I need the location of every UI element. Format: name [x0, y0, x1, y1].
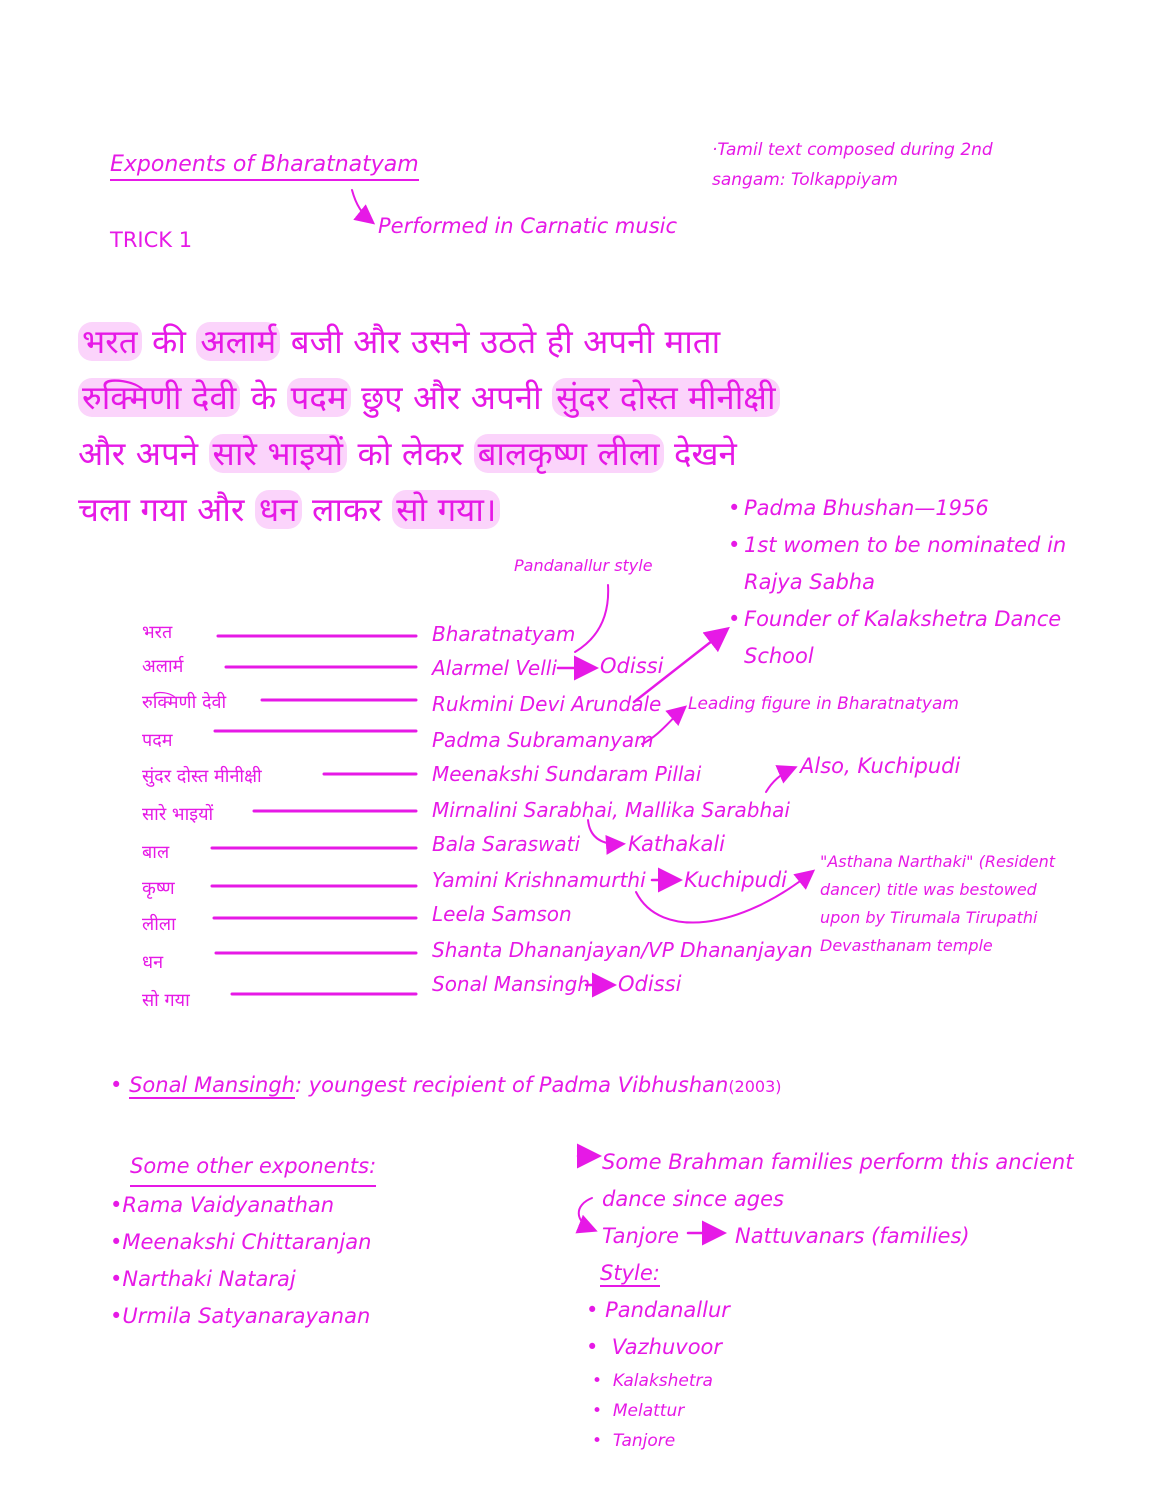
pandanallur-note: Pandanallur style: [514, 556, 653, 575]
list-item: [110, 1187, 376, 1224]
mnemonic-text: चला गया और: [78, 490, 255, 529]
map-hindi: लीला: [142, 914, 176, 935]
list-item-label: Narthaki Nataraj: [122, 1267, 296, 1291]
map-hindi: रुक्मिणी देवी: [142, 692, 227, 713]
list-item: [110, 1224, 376, 1261]
map-english: Rukmini Devi Arundale: [432, 692, 662, 716]
sonal-name: Sonal Mansingh: [129, 1073, 295, 1097]
list-item: [578, 1292, 1073, 1329]
map-hindi: कृष्ण: [142, 878, 175, 899]
mnemonic-text: लाकर: [301, 490, 393, 529]
map-hindi: धन: [142, 952, 164, 973]
map-english: Sonal Mansingh: [432, 972, 590, 996]
families-line: dance since ages: [602, 1187, 784, 1211]
highlight-word: बालकृष्ण लीला: [474, 434, 664, 473]
bullet-icon: •: [110, 1193, 123, 1217]
map-english: Mirnalini Sarabhai, Mallika Sarabhai: [432, 798, 790, 822]
bullet-icon: •: [592, 1401, 613, 1421]
kuchipudi-label: Kuchipudi: [684, 868, 788, 892]
list-item-label: Meenakshi Chittaranjan: [122, 1230, 372, 1254]
map-english: Meenakshi Sundaram Pillai: [432, 762, 702, 786]
families-line: Some Brahman families perform this ancient: [602, 1150, 1074, 1174]
families-section: [578, 1144, 1073, 1456]
mnemonic-text: देखने: [663, 434, 737, 473]
map-hindi: सुंदर दोस्त मीनीक्षी: [142, 766, 262, 787]
map-hindi: अलार्म: [142, 656, 184, 677]
bullet-icon: •: [110, 1230, 123, 1254]
trick-label: TRICK 1: [110, 228, 193, 252]
list-item: [578, 1366, 1073, 1396]
map-english: Bala Saraswati: [432, 832, 581, 856]
highlight-word: सुंदर दोस्त मीनीक्षी: [552, 378, 779, 417]
fact-item: • Padma Bhushan—1956: [728, 490, 1148, 527]
list-item: [578, 1396, 1073, 1426]
leading-figure-note: Leading figure in Bharatnatyam: [688, 694, 959, 714]
map-hindi: बाल: [142, 842, 170, 863]
list-item: [110, 1261, 376, 1298]
other-exponents: [110, 1148, 376, 1335]
fact-item: • Founder of Kalakshetra Dance School: [728, 601, 1074, 675]
style-item: Tanjore: [612, 1431, 676, 1451]
bullet-icon: •: [586, 1298, 606, 1322]
list-item-label: Rama Vaidyanathan: [122, 1193, 335, 1217]
sonal-text: : youngest recipient of Padma Vibhushan: [294, 1073, 729, 1097]
style-item: Melattur: [612, 1401, 685, 1421]
map-english: Alarmel Velli: [432, 656, 557, 680]
mnemonic-text: छुए और अपनी: [350, 378, 553, 417]
bullet-icon: •: [110, 1304, 123, 1328]
tanjore-label: Tanjore: [602, 1224, 680, 1248]
highlight-word: सारे भाइयों: [209, 434, 347, 473]
mnemonic-text: के: [240, 378, 287, 417]
odissi-label: Odissi: [600, 654, 664, 678]
list-item: [110, 1298, 376, 1335]
highlight-word: सो गया।: [392, 490, 500, 529]
list-item: [578, 1329, 1073, 1366]
list-item-label: Urmila Satyanarayanan: [122, 1304, 371, 1328]
sonal-year: (2003): [728, 1077, 782, 1096]
bullet-icon: •: [110, 1073, 123, 1097]
mnemonic-text: की: [141, 322, 197, 361]
mnemonic-text: बजी और उसने उठते ही अपनी माता: [280, 322, 721, 361]
style-header: Style:: [600, 1261, 660, 1285]
map-hindi: सो गया: [142, 990, 190, 1011]
map-hindi: पदम: [142, 730, 173, 751]
map-english: Padma Subramanyam: [432, 728, 654, 752]
bullet-icon: •: [110, 1267, 123, 1291]
highlight-word: धन: [255, 490, 302, 529]
odissi-label: Odissi: [618, 972, 682, 996]
style-item: Vazhuvoor: [611, 1335, 723, 1359]
bullet-icon: •: [592, 1371, 613, 1391]
highlight-word: पदम: [287, 378, 351, 417]
sonal-note: [110, 1073, 782, 1097]
highlight-word: रुक्मिणी देवी: [78, 378, 240, 417]
also-kuchipudi-note: Also, Kuchipudi: [800, 754, 961, 778]
highlight-word: भरत: [78, 322, 142, 361]
kathakali-label: Kathakali: [628, 832, 726, 856]
nattuvanars-label: Nattuvanars (families): [735, 1224, 970, 1248]
map-english: Shanta Dhananjayan/VP Dhananjayan: [432, 938, 813, 962]
bullet-icon: •: [592, 1431, 613, 1451]
other-exponents-header: Some other exponents:: [130, 1148, 376, 1187]
page-title: Exponents of Bharatnatyam: [110, 152, 419, 181]
mnemonic-text: को लेकर: [347, 434, 474, 473]
bullet-icon: •: [586, 1335, 612, 1359]
mnemonic-text: और अपने: [78, 434, 209, 473]
asthana-note: "Asthana Narthaki" (Resident dancer) title was bestowed upon by Tirumala Tirupathi Devasthanam temple: [820, 852, 1056, 955]
map-english: Leela Samson: [432, 902, 572, 926]
tamil-note: ·Tamil text composed during 2nd sangam: Tolkappiyam: [712, 140, 993, 190]
style-item: Pandanallur: [605, 1298, 730, 1322]
style-item: Kalakshetra: [612, 1371, 713, 1391]
map-english: Bharatnatyam: [432, 622, 576, 646]
map-hindi: सारे भाइयों: [142, 804, 214, 825]
map-hindi: भरत: [142, 622, 173, 643]
rukmini-facts: [728, 490, 1148, 675]
carnatic-note: Performed in Carnatic music: [378, 214, 678, 238]
fact-item: • 1st women to be nominated in Rajya Sabha: [728, 527, 1074, 601]
map-english: Yamini Krishnamurthi: [432, 868, 646, 892]
list-item: [578, 1426, 1073, 1456]
highlight-word: अलार्म: [196, 322, 280, 361]
